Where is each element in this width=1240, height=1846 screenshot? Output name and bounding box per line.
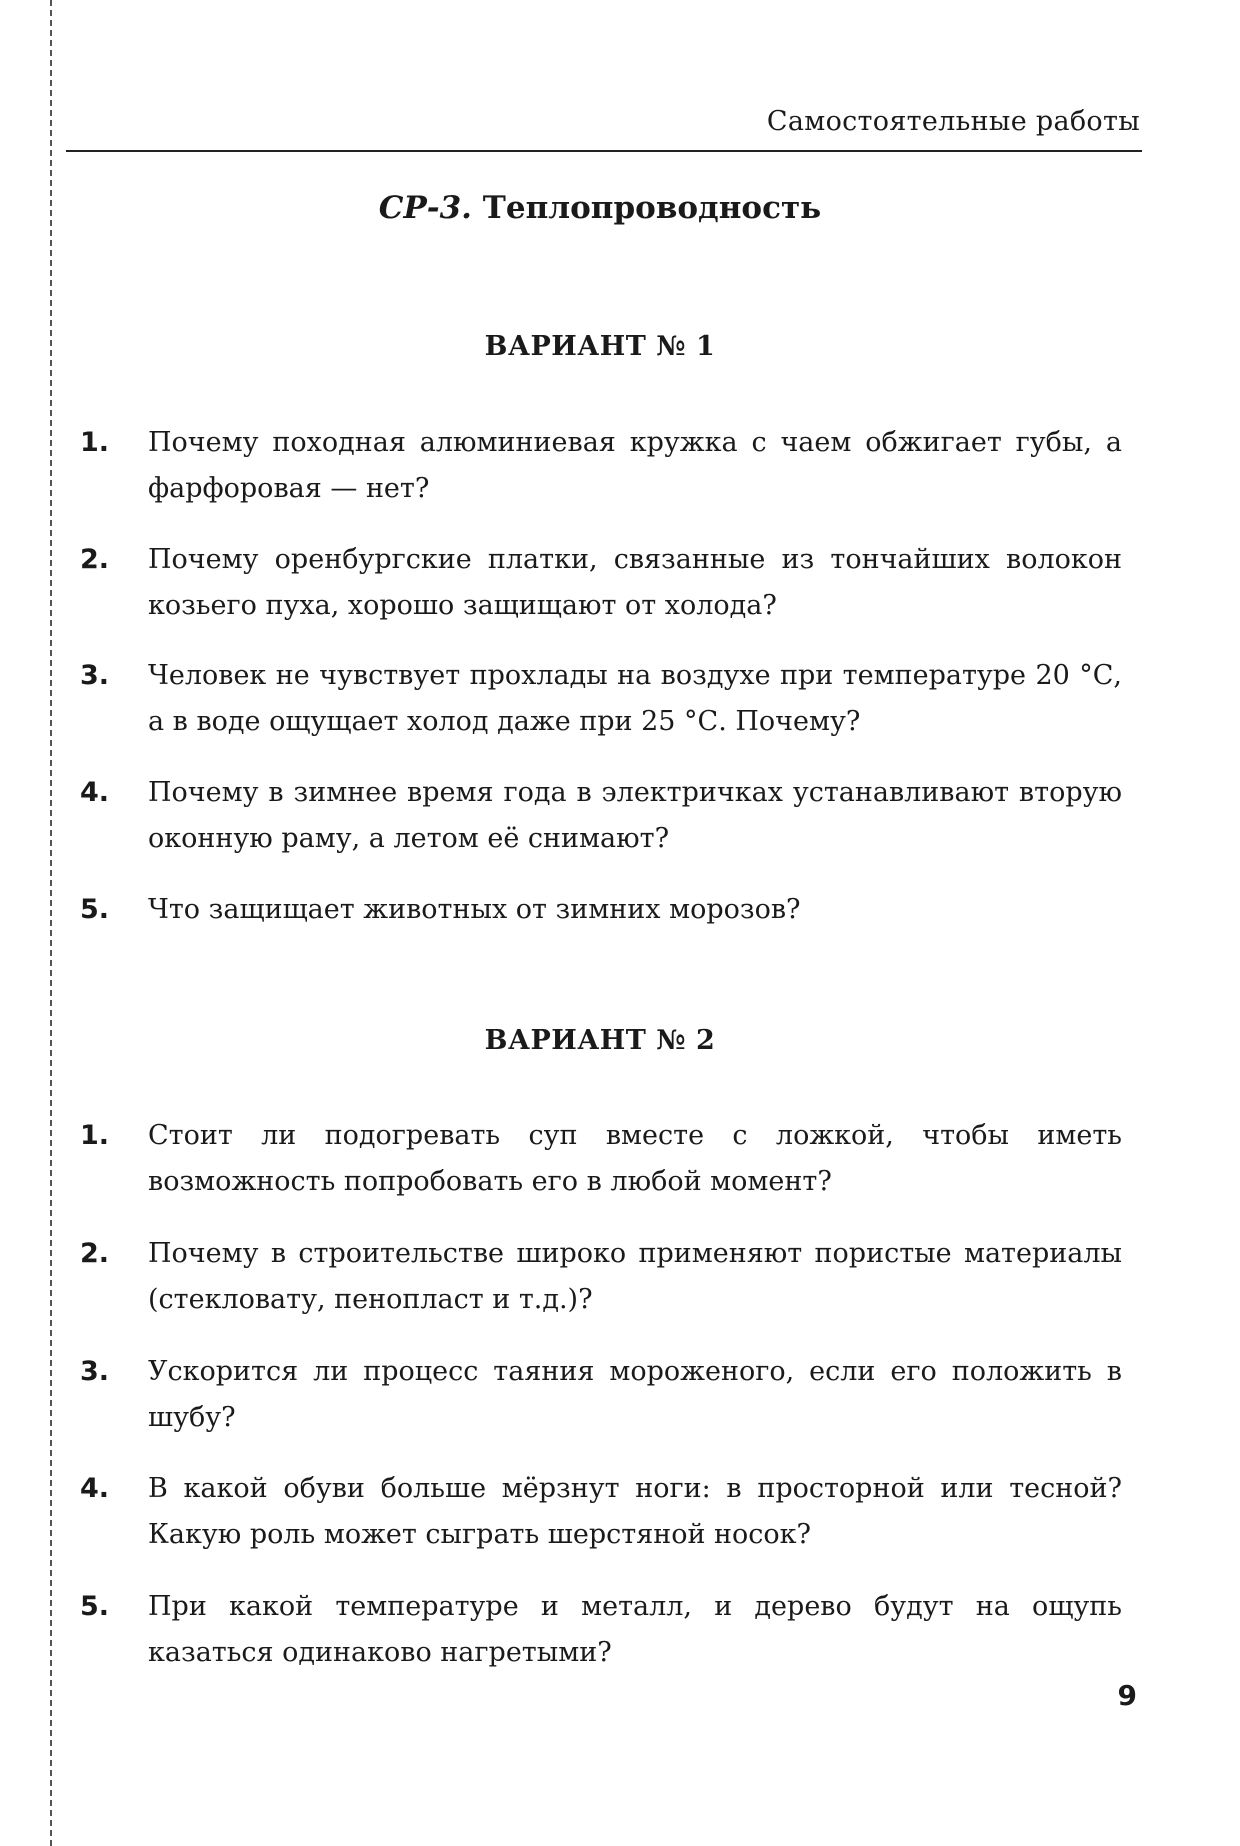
- variant-2-question-2: [80, 1231, 1122, 1323]
- question-number: 1.: [80, 1120, 110, 1151]
- question-text: Стоит ли подогревать суп вместе с ложкой, чтобы иметь возможность попробовать его в любой момент?: [148, 1120, 1122, 1197]
- variant-2-question-3: [80, 1349, 1122, 1441]
- question-number: 5.: [80, 1591, 110, 1622]
- question-text: При какой температуре и металл, и дерево будут на ощупь казаться одинаково нагретыми?: [148, 1591, 1122, 1668]
- question-number: 1.: [80, 427, 110, 458]
- work-name: Теплопроводность: [482, 190, 822, 226]
- header-rule: [66, 150, 1142, 152]
- question-number: 5.: [80, 894, 110, 925]
- question-number: 2.: [80, 544, 110, 575]
- variant-1-question-4: [80, 770, 1122, 862]
- question-number: 3.: [80, 1356, 110, 1387]
- variant-2-question-5: [80, 1584, 1122, 1676]
- variant-1-question-5: [80, 887, 1122, 933]
- variant-1-heading: ВАРИАНТ № 1: [484, 331, 716, 362]
- cut-line-divider: [50, 0, 52, 1846]
- running-head: Самостоятельные работы: [766, 106, 1140, 137]
- question-number: 2.: [80, 1238, 110, 1269]
- question-text: Почему оренбургские платки, связанные из тончайших волокон козьего пуха, хорошо защищают от холода?: [148, 544, 1122, 621]
- question-number: 3.: [80, 660, 110, 691]
- variant-2-heading: ВАРИАНТ № 2: [484, 1025, 716, 1056]
- variant-1-question-1: [80, 420, 1122, 512]
- variant-1-question-2: [80, 537, 1122, 629]
- work-title: [0, 190, 1200, 226]
- work-code: СР-3.: [378, 190, 472, 226]
- question-text: Человек не чувствует прохлады на воздухе при температуре 20 °С, а в воде ощущает холод даже при 25 °С. Почему?: [148, 660, 1122, 737]
- variant-2-question-4: [80, 1466, 1122, 1558]
- question-text: Почему в строительстве широко применяют пористые материалы (стекловату, пенопласт и т.д.)?: [148, 1238, 1122, 1315]
- question-number: 4.: [80, 1473, 110, 1504]
- variant-1-question-3: [80, 653, 1122, 745]
- question-text: Почему в зимнее время года в электричках устанавливают вторую оконную раму, а летом её снимают?: [148, 777, 1122, 854]
- question-text: Почему походная алюминиевая кружка с чаем обжигает губы, а фарфоровая — нет?: [148, 427, 1122, 504]
- variant-2-question-1: [80, 1113, 1122, 1205]
- question-text: В какой обуви больше мёрзнут ноги: в просторной или тесной? Какую роль может сыграть шерстяной носок?: [148, 1473, 1122, 1550]
- question-text: Что защищает животных от зимних морозов?: [148, 894, 801, 925]
- question-number: 4.: [80, 777, 110, 808]
- question-text: Ускорится ли процесс таяния мороженого, если его положить в шубу?: [148, 1356, 1122, 1433]
- page-number: 9: [1117, 1679, 1137, 1712]
